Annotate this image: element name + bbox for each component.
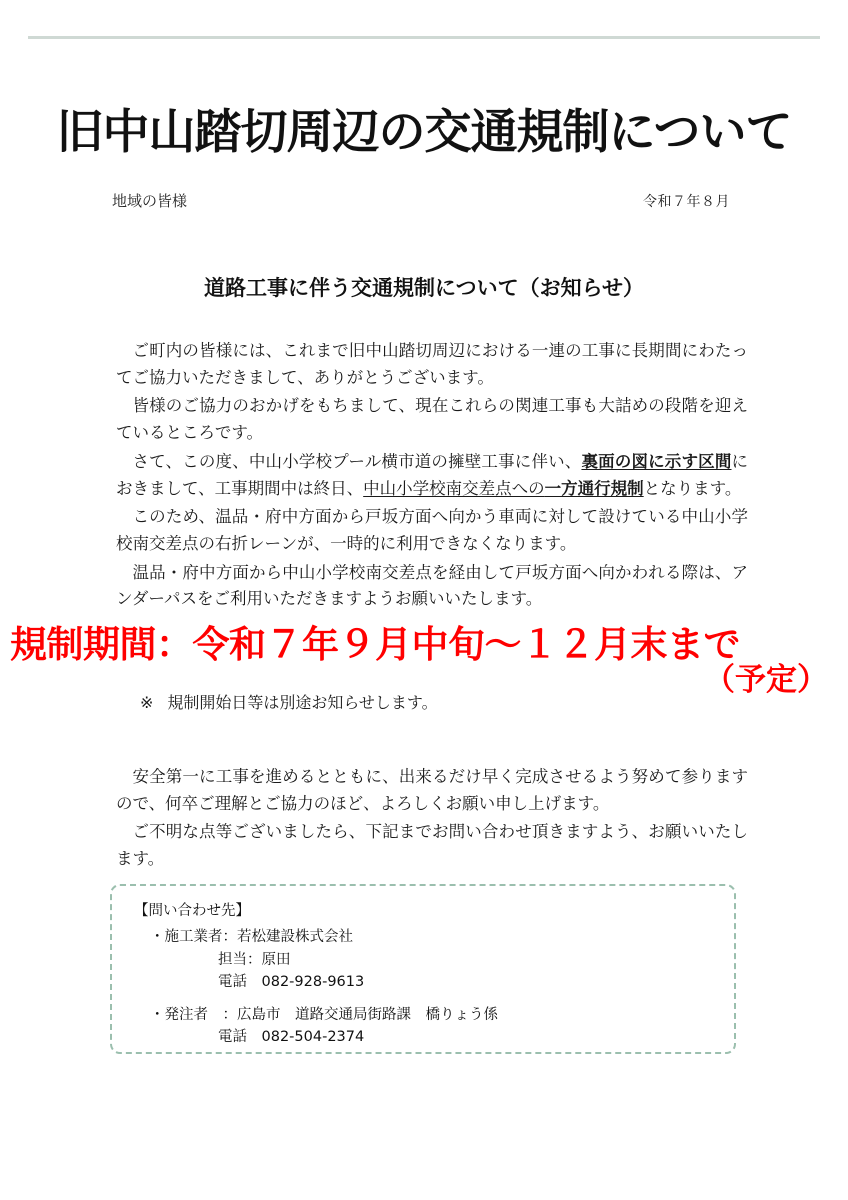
paragraph-3-emphasis-1: 裏面の図に示す区間 bbox=[581, 451, 732, 471]
closing-paragraph-2: ご不明な点等ございましたら、下記までお問い合わせ頂きますよう、お願いいたします。 bbox=[116, 822, 748, 869]
page-title: 旧中山踏切周辺の交通規制について bbox=[56, 105, 792, 160]
contact-heading: 【問い合わせ先】 bbox=[134, 903, 250, 919]
closing-paragraph-1: 安全第一に工事を進めるとともに、出来るだけ早く完成させるよう努めて参りますので、何卒ご理解とご協力のほど、よろしくお願い申し上げます。 bbox=[116, 767, 748, 813]
contact-person-row bbox=[134, 949, 712, 971]
contact-spacer bbox=[134, 994, 712, 1004]
contact-contractor-phone: 082-928-9613 bbox=[261, 974, 365, 991]
contact-contractor-label: ・施工業者： bbox=[150, 929, 237, 946]
document-subtitle: 道路工事に伴う交通規制について（お知らせ） bbox=[204, 276, 644, 300]
paragraph-3-lead: さて、この度、中山小学校プール横市道の擁壁工事に伴い、 bbox=[132, 451, 582, 471]
contact-client-phone-label: 電話 bbox=[218, 1029, 247, 1046]
contact-client-name: 広島市 道路交通局街路課 橋りょう係 bbox=[237, 1006, 498, 1023]
contact-contractor-phone-label: 電話 bbox=[218, 974, 247, 991]
paragraph-2: 皆様のご協力のおかげをもちまして、現在これらの関連工事も大詰めの段階を迎えているところです。 bbox=[116, 396, 748, 443]
note-text: 規制開始日等は別途お知らせします。 bbox=[167, 695, 438, 712]
paragraph-3-underline-2: 中山小学校南交差点への bbox=[363, 478, 545, 498]
paragraph-5: 温品・府中方面から中山小学校南交差点を経由して戸坂方面へ向かわれる際は、アンダーパスをご利用いただきますようお願いいたします。 bbox=[116, 562, 749, 609]
paragraph-3 bbox=[116, 449, 748, 502]
contact-contractor-name: 若松建設株式会社 bbox=[237, 929, 353, 946]
contact-client-label: ・発注者 ： bbox=[150, 1006, 237, 1023]
contact-contractor-phone-row bbox=[134, 971, 712, 993]
note-mark: ※ bbox=[140, 695, 154, 712]
paragraph-3-middle: におきまして、工事期間中は終日、 bbox=[116, 451, 748, 498]
contact-client-phone-row bbox=[134, 1026, 712, 1048]
contact-box bbox=[110, 884, 736, 1054]
closing-text bbox=[116, 764, 748, 875]
addressee: 地域の皆様 bbox=[112, 194, 188, 210]
contact-person-label: 担当： bbox=[218, 951, 262, 968]
paragraph-3-emphasis-2: 一方通行規制 bbox=[544, 478, 644, 498]
body-text bbox=[116, 338, 748, 615]
contact-client-phone: 082-504-2374 bbox=[261, 1029, 365, 1046]
contact-client-row bbox=[134, 1004, 712, 1026]
note-line bbox=[140, 690, 438, 713]
paragraph-3-tail: となります。 bbox=[643, 478, 742, 498]
contact-person-name: 原田 bbox=[261, 951, 291, 968]
issue-date: 令和７年８月 bbox=[643, 195, 730, 210]
contact-contractor-row bbox=[134, 926, 712, 948]
regulation-period-notice bbox=[10, 624, 834, 698]
meta-row bbox=[112, 190, 730, 211]
paragraph-4: このため、温品・府中方面から戸坂方面へ向かう車両に対して設けている中山小学校南交差点の右折レーンが、一時的に利用できなくなります。 bbox=[116, 507, 748, 554]
regulation-period-planned: （予定） bbox=[704, 662, 828, 699]
header-divider bbox=[28, 36, 820, 39]
regulation-period-text: 規制期間：令和７年９月中旬～１２月末まで bbox=[10, 623, 740, 666]
paragraph-1: ご町内の皆様には、これまで旧中山踏切周辺における一連の工事に長期間にわたってご協力いただきまして、ありがとうございます。 bbox=[116, 341, 748, 387]
